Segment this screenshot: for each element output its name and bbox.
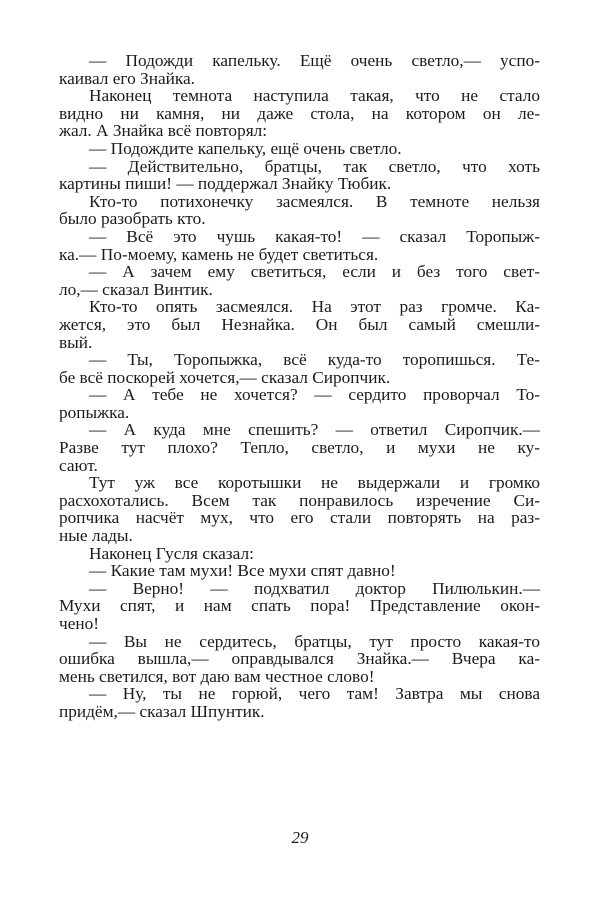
text-line: Наконец темнота наступила такая, что не стало [89, 86, 540, 106]
text-line: придём,— сказал Шпунтик. [59, 701, 265, 721]
text-line: — Подождите капельку, ещё очень светло. [89, 138, 402, 158]
text-line: каивал его Знайка. [59, 68, 195, 88]
text-line: Кто-то опять засмеялся. На этот раз громче. Ка- [89, 297, 540, 317]
text-line: мень светился, вот даю вам честное слово! [59, 666, 375, 686]
text-line: Наконец Гусля сказал: [89, 543, 254, 563]
text-line: ропыжка. [59, 402, 130, 422]
text-line: ошибка вышла,— оправдывался Знайка.— Вчера ка- [59, 649, 540, 669]
text-line: — Верно! — подхватил доктор Пилюлькин.— [89, 578, 540, 598]
text-line: расхохотались. Всем так понравилось изречение Си- [59, 490, 540, 510]
page-number: 29 [291, 828, 309, 847]
text-line: видно ни камня, ни даже стола, на котором он ле- [59, 103, 540, 123]
text-line: бе всё поскорей хочется,— сказал Сиропчик. [59, 367, 391, 387]
text-line: Разве тут плохо? Тепло, светло, и мухи не ку- [59, 438, 540, 458]
text-line: чено! [59, 614, 100, 633]
text-line: жал. А Знайка всё повторял: [59, 121, 268, 141]
text-line: ло,— сказал Винтик. [59, 279, 213, 299]
text-line: — Вы не сердитесь, братцы, тут просто какая-то [89, 631, 540, 651]
text-line: сают. [59, 455, 98, 475]
text-line: ные лады. [59, 526, 133, 546]
text-line: — Ты, Торопыжка, всё куда-то торопишься. Те- [89, 350, 540, 370]
text-line: ропчика насчёт мух, что его стали повторять на раз- [59, 508, 540, 528]
text-line: — Ну, ты не горюй, чего там! Завтра мы снова [89, 684, 540, 704]
text-line: — Подожди капельку. Ещё очень светло,— успо- [89, 51, 540, 70]
text-line: — А куда мне спешить? — ответил Сиропчик.— [89, 420, 540, 440]
text-line: — Действительно, братцы, так светло, что хоть [89, 156, 540, 176]
text-line: — Какие там мухи! Все мухи спят давно! [89, 561, 396, 581]
text-line: было разобрать кто. [59, 209, 206, 229]
text-line: — А зачем ему светиться, если и без того свет- [89, 262, 540, 282]
text-line: — А тебе не хочется? — сердито проворчал То- [89, 385, 540, 405]
book-page-body [59, 52, 540, 721]
text-line: вый. [59, 332, 93, 352]
text-line: картины пиши! — поддержал Знайку Тюбик. [59, 174, 392, 194]
text-line: ка.— По-моему, камень не будет светиться. [59, 244, 379, 264]
text-line: жется, это был Незнайка. Он был самый смешли- [59, 314, 540, 334]
text-line: Мухи спят, и нам спать пора! Представление окон- [59, 596, 540, 616]
text-line: Тут уж все коротышки не выдержали и громко [89, 473, 540, 493]
text-line: Кто-то потихонечку засмеялся. В темноте нельзя [89, 191, 540, 211]
text-line: — Всё это чушь какая-то! — сказал Торопыж- [89, 226, 540, 246]
